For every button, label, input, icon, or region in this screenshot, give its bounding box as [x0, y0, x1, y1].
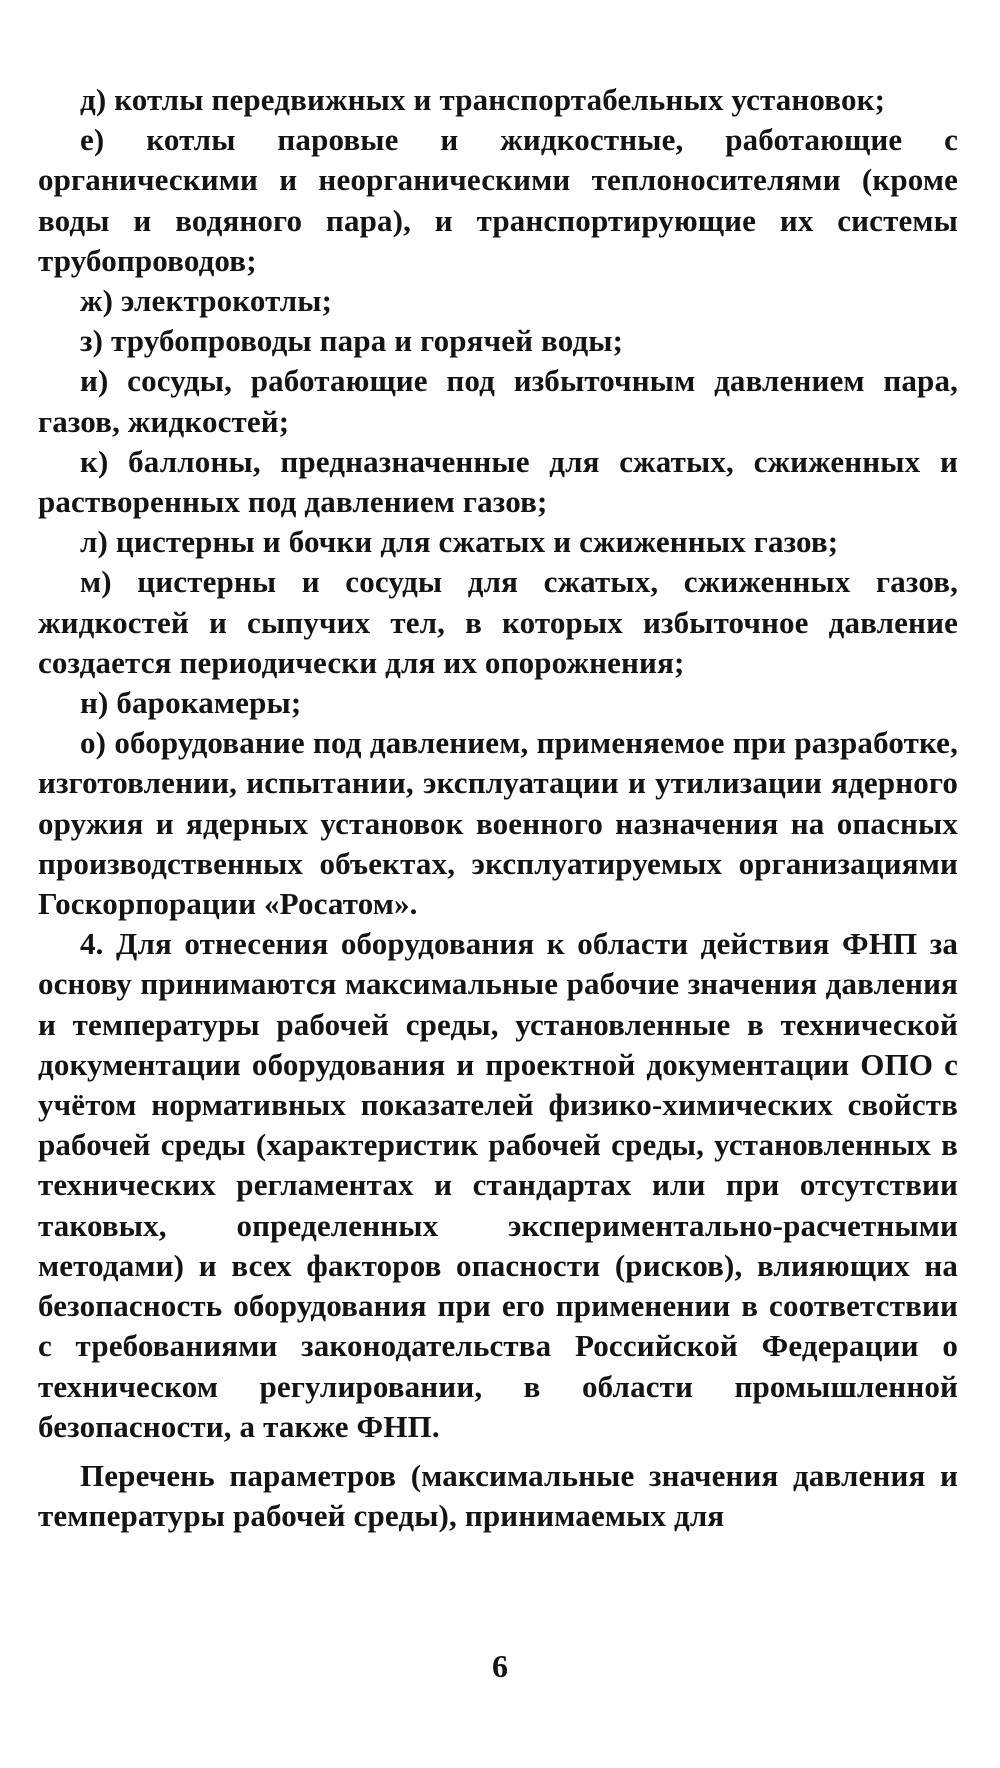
- paragraph-item-z: з) трубопроводы пара и горячей воды;: [80, 323, 624, 359]
- paragraph-item-k: к) баллоны, предназначенные для сжатых, сжиженных и растворенных под давлением газов;: [38, 443, 958, 520]
- paragraph-item-n: н) барокамеры;: [80, 685, 302, 721]
- paragraph-item-m: м) цистерны и сосуды для сжатых, сжиженных газов, жидкостей и сыпучих тел, в которых избыточное давление создается периодически для их опорожнения;: [38, 564, 958, 680]
- paragraph-item-o: о) оборудование под давлением, применяемое при разработке, изготовлении, испытании, эксплуатации и утилизации ядерного оружия и ядерных установок военного назначения на опасных производственных объектах, эксплуатируемых организациями Госкорпорации «Росатом».: [38, 725, 958, 922]
- page-number: 6: [492, 1648, 508, 1684]
- paragraph-item-zh: ж) электрокотлы;: [80, 283, 333, 319]
- paragraph-item-e: е) котлы паровые и жидкостные, работающие с органическими и неорганическими теплоносителями (кроме воды и водяного пара), и транспортирующие их системы трубопроводов;: [38, 122, 958, 278]
- paragraph-item-l: л) цистерны и бочки для сжатых и сжиженных газов;: [80, 524, 839, 560]
- paragraph-section-4: 4. Для отнесения оборудования к области действия ФНП за основу принимаются максимальные рабочие значения давления и температуры рабочей среды, установленные в технической документации оборудования и проектной документации ОПО с учётом нормативных показателей физико-химических свойств рабочей среды (характеристик рабочей среды, установленных в технических регламентах и стандартах или при отсутствии таковых, определенных экспериментально-расчетными методами) и всех факторов опасности (рисков), влияющих на безопасность оборудования при его применении в соответствии с требованиями законодательства Российской Федерации о техническом регулировании, в области промышленной безопасности, а также ФНП.: [38, 926, 958, 1444]
- body-text: [38, 80, 958, 1536]
- paragraph-item-i: и) сосуды, работающие под избыточным давлением пара, газов, жидкостей;: [38, 363, 958, 439]
- paragraph-parameters-list: Перечень параметров (максимальные значения давления и температуры рабочей среды), принимаемых для: [38, 1457, 958, 1534]
- paragraph-item-d: д) котлы передвижных и транспортабельных установок;: [80, 82, 886, 117]
